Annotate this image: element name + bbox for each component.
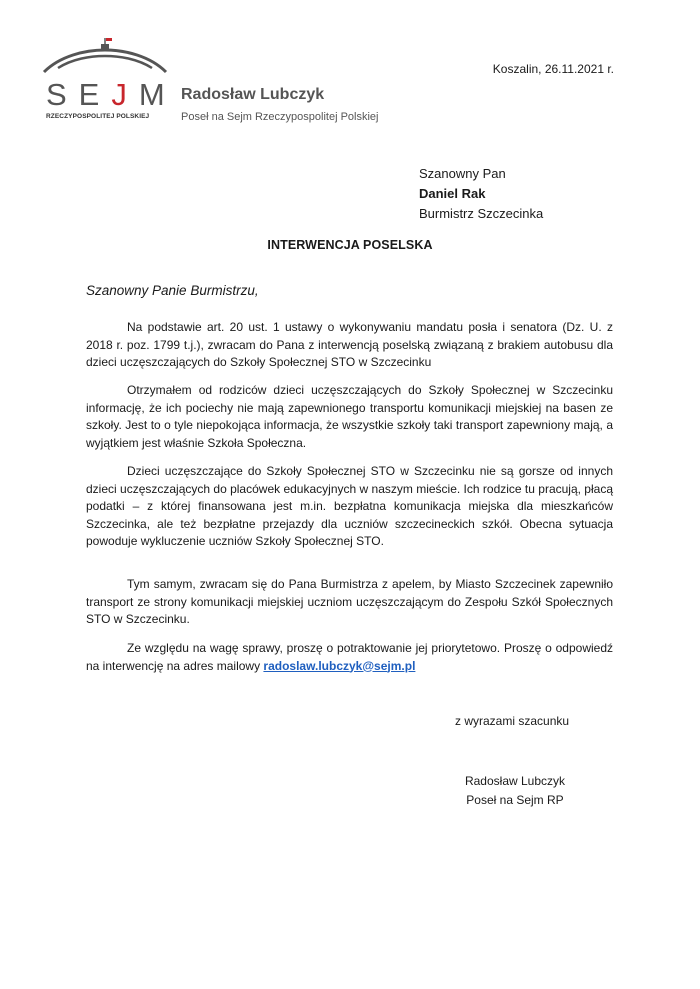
place-date: Koszalin, 26.11.2021 r. — [492, 62, 614, 76]
signature-title: Poseł na Sejm RP — [466, 793, 564, 807]
closing: z wyrazami szacunku — [455, 714, 570, 728]
paragraph-2: Otrzymałem od rodziców dzieci uczęszczających do Szkoły Społecznej w Szczecinku informację, że ich pociechy nie mają zapewnionego transportu komunikacji miejskiej na basen ze szkoły. Jest to o tyle niepokojąca informacja, że wszystkie szkoły taki transport zapewniony mają, a wyjątkiem jest właśnie Szkoła Społeczna. — [86, 383, 613, 450]
paragraph-5: Ze względu na wagę sprawy, proszę o potraktowanie jej priorytetowo. Proszę o odpowiedź na interwencję na adres mailowy radoslaw.lubczyk@sejm.pl — [86, 641, 613, 673]
sejm-logo — [40, 38, 177, 128]
paragraph-1: Na podstawie art. 20 ust. 1 ustawy o wykonywaniu mandatu posła i senatora (Dz. U. z 2018 r. poz. 1799 t.j.), zwracam do Pana z interwencją poselską związaną z brakiem autobusu dla dzieci uczęszczających do Szkoły Społecznej STO w Szczecinku — [86, 320, 613, 369]
mp-title: Poseł na Sejm Rzeczypospolitej Polskiej — [181, 111, 379, 123]
addressee-block — [419, 164, 543, 224]
addressee-name: Daniel Rak — [419, 186, 486, 201]
paragraph-3: Dzieci uczęszczające do Szkoły Społecznej STO w Szczecinku nie są gorsze od innych dzieci uczęszczających do placówek edukacyjnych w naszym mieście. Ich rodzice tu pracują, płacą podatki – z której finansowana jest m.in. bezpłatna komunikacja miejska dla mieszkańców Szczecinka, ale też bezpłatne przejazdy dla uczniów szczecineckich szkół. Obecna sytuacja powoduje wykluczenie uczniów Szkoły Społecznej STO. — [86, 464, 613, 548]
signature-block — [445, 772, 585, 810]
logo-wordmark: SEJM — [46, 77, 177, 112]
logo-subtitle: RZECZYPOSPOLITEJ POLSKIEJ — [46, 113, 150, 120]
addressee-greeting: Szanowny Pan — [419, 166, 506, 181]
salutation: Szanowny Panie Burmistrzu, — [86, 283, 259, 298]
signature-name: Radosław Lubczyk — [464, 774, 566, 788]
addressee-title: Burmistrz Szczecinka — [419, 206, 544, 221]
mp-name: Radosław Lubczyk — [181, 86, 325, 103]
letter-heading: INTERWENCJA POSELSKA — [267, 238, 433, 252]
paragraph-4: Tym samym, zwracam się do Pana Burmistrza z apelem, by Miasto Szczecinek zapewniło transport ze strony komunikacji miejskiej uczniom uczęszczającym do Zespołu Szkół Społecznych STO w Szczecinku. — [86, 577, 613, 626]
email-link[interactable]: radoslaw.lubczyk@sejm.pl — [263, 658, 416, 673]
